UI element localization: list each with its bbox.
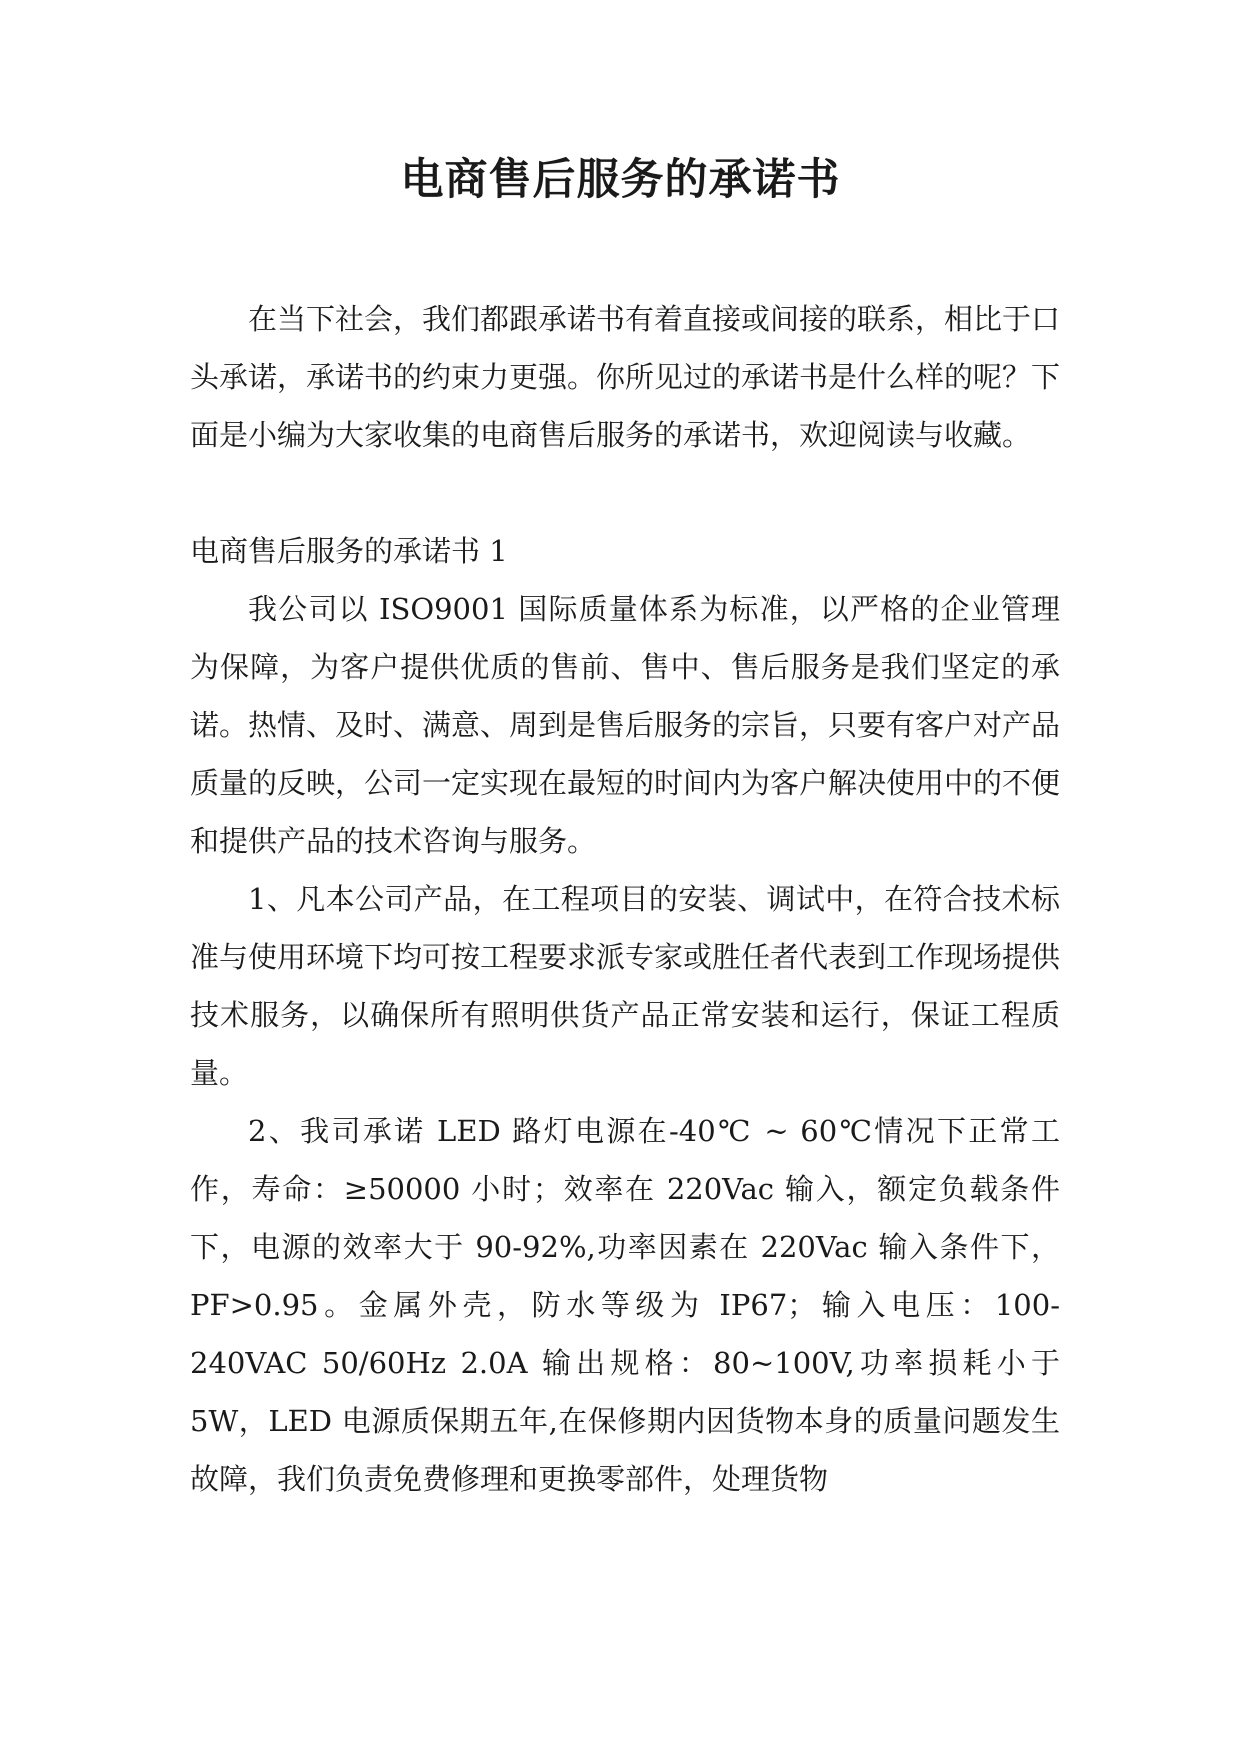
section-heading: 电商售后服务的承诺书 1 — [190, 534, 508, 568]
document-title: 电商售后服务的承诺书 — [400, 155, 841, 205]
body-paragraph-item-2: 2、我司承诺 LED 路灯电源在-40℃ ~ 60℃情况下正常工作，寿命：≥50000 小时；效率在 220Vac 输入，额定负载条件下，电源的效率大于 90-92%,功率因素在 220Vac 输入条件下，PF>0.95。金属外壳，防水等级为 IP67；输入电压：100-240VAC 50/60Hz 2.0A 输出规格：80~100V,功率损耗小于 5W，LED 电源质保期五年,在保修期内因货物本身的质量问题发生故障，我们负责免费修理和更换零部件，处理货物 — [190, 1114, 1060, 1496]
body-paragraph-service-commitment: 我公司以 ISO9001 国际质量体系为标准，以严格的企业管理为保障，为客户提供优质的售前、售中、售后服务是我们坚定的承诺。热情、及时、满意、周到是售后服务的宗旨，只要有客户对产品质量的反映，公司一定实现在最短的时间内为客户解决使用中的不便和提供产品的技术咨询与服务。 — [190, 592, 1061, 858]
paragraph-spacer — [190, 464, 1060, 522]
intro-paragraph: 在当下社会，我们都跟承诺书有着直接或间接的联系，相比于口头承诺，承诺书的约束力更强。你所见过的承诺书是什么样的呢？下面是小编为大家收集的电商售后服务的承诺书，欢迎阅读与收藏。 — [190, 302, 1061, 452]
body-paragraph-item-1: 1、凡本公司产品，在工程项目的安装、调试中，在符合技术标准与使用环境下均可按工程要求派专家或胜任者代表到工作现场提供技术服务，以确保所有照明供货产品正常安装和运行，保证工程质量。 — [190, 882, 1061, 1090]
document-body — [190, 290, 1060, 1508]
